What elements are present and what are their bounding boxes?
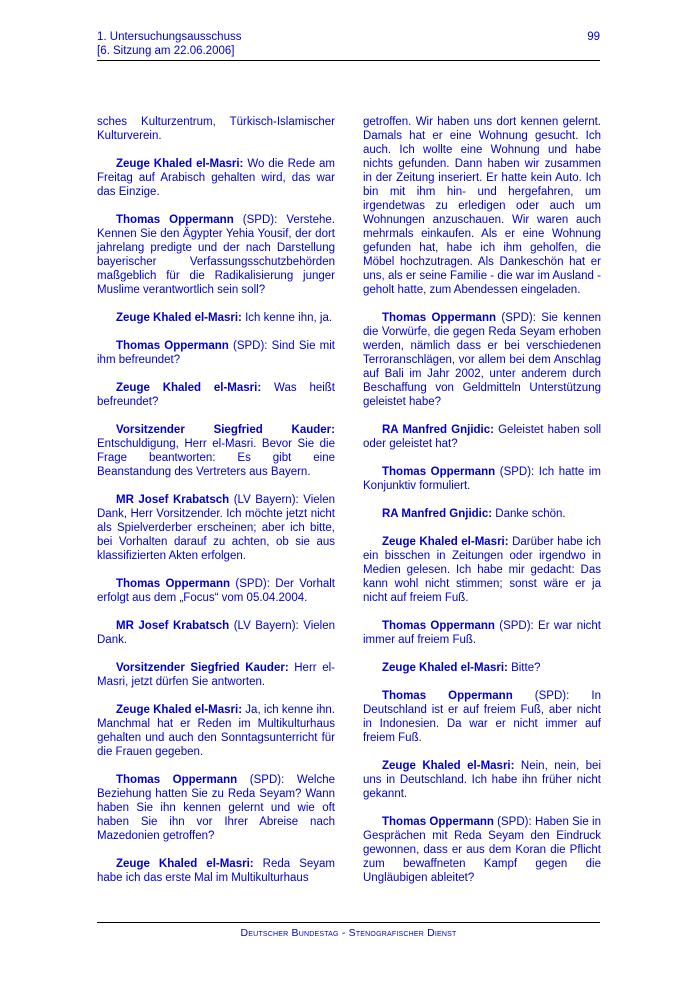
- speaker-name: Thomas Oppermann: [116, 774, 238, 786]
- speaker-name: Thomas Oppermann: [116, 340, 229, 352]
- committee-title: 1. Untersuchungsausschuss: [97, 31, 242, 43]
- transcript-paragraph: [97, 493, 335, 563]
- transcript-paragraph: [97, 773, 335, 843]
- statement-text: Wo die Rede am Freitag auf Arabisch gehalten wird, das war das Einzige.: [97, 158, 336, 198]
- transcript-paragraph: [363, 535, 601, 605]
- statement-text: Ja, ich kenne ihn. Manchmal hat er Reden im Multikulturhaus gehalten und auch den Sonntagsunterricht für die Frauen gegeben.: [97, 704, 335, 758]
- transcript-paragraph: [97, 115, 335, 143]
- speaker-name: Vorsitzender Siegfried Kauder:: [116, 424, 335, 436]
- speaker-name: Thomas Oppermann: [382, 466, 496, 478]
- statement-text: Ich kenne ihn, ja.: [241, 312, 333, 324]
- statement-text: Darüber habe ich ein bisschen in Zeitungen oder irgendwo in Medien gelesen. Ich habe mir gedacht: Das kann wohl nicht stimmen; sonst wäre er ja nicht auf freiem Fuß.: [363, 536, 602, 604]
- speaker-name: Thomas Oppermann: [116, 214, 234, 226]
- left-column: [97, 115, 335, 899]
- statement-text: Bitte?: [507, 662, 541, 674]
- transcript-paragraph: [363, 689, 601, 745]
- transcript-paragraph: [363, 759, 601, 801]
- speaker-name: Zeuge Khaled el-Masri:: [116, 704, 243, 716]
- page-number: 99: [587, 31, 600, 43]
- statement-text: Danke schön.: [492, 508, 566, 520]
- statement-text: (SPD): Der Vorhalt erfolgt aus dem „Focus“ vom 05.04.2004.: [97, 578, 335, 604]
- speaker-name: Zeuge Khaled el-Masri:: [382, 662, 508, 674]
- page-footer: Deutscher Bundestag - Stenografischer Dienst: [97, 922, 600, 940]
- transcript-paragraph: [97, 311, 335, 325]
- right-column: [363, 115, 601, 899]
- statement-text: Nein, nein, bei uns in Deutschland. Ich habe ihn früher nicht gekannt.: [363, 760, 602, 800]
- transcript-paragraph: [363, 311, 601, 409]
- speaker-name: Zeuge Khaled el-Masri:: [382, 536, 509, 548]
- statement-text: (SPD): Sind Sie mit ihm befreundet?: [97, 340, 335, 366]
- speaker-name: Thomas Oppermann: [382, 816, 494, 828]
- speaker-name: Zeuge Khaled el-Masri:: [116, 858, 254, 870]
- statement-text: (SPD): Sie kennen die Vorwürfe, die gegen Reda Seyam erhoben werden, nämlich dass er bei verschiedenen Terroranschlägen, vor allem bei dem Anschlag auf Bali im Jahr 2002, unter anderem durch Beschaffung von Geldmitteln Unterstützung geleistet habe?: [363, 312, 602, 408]
- transcript-paragraph: [97, 703, 335, 759]
- statement-text: Entschuldigung, Herr el-Masri. Bevor Sie die Frage beantworten: Es gibt eine Beanstandung des Vertreters aus Bayern.: [97, 438, 335, 478]
- transcript-paragraph: [97, 423, 335, 479]
- speaker-name: Zeuge Khaled el-Masri:: [116, 158, 244, 170]
- statement-text: (LV Bayern): Vielen Dank.: [97, 620, 335, 646]
- statement-text: (SPD): Welche Beziehung hatten Sie zu Reda Seyam? Wann haben Sie ihn kennen gelernt und wie oft haben Sie ihn vor Ihrer Abreise nach Mazedonien getroffen?: [97, 774, 335, 842]
- page-header: [97, 30, 600, 61]
- statement-text: Geleistet haben soll oder geleistet hat?: [363, 424, 601, 450]
- speaker-name: Zeuge Khaled el-Masri:: [382, 760, 515, 772]
- transcript-paragraph: [97, 857, 335, 885]
- transcript-paragraph: [97, 577, 335, 605]
- statement-text: Herr el-Masri, jetzt dürfen Sie antworten.: [97, 662, 335, 688]
- speaker-name: Zeuge Khaled el-Masri:: [116, 312, 242, 324]
- speaker-name: Zeuge Khaled el-Masri:: [116, 382, 262, 394]
- speaker-name: MR Josef Krabatsch: [116, 494, 230, 506]
- statement-text: (SPD): Haben Sie in Gesprächen mit Reda Seyam den Eindruck gewonnen, dass er aus dem Koran die Pflicht zum bewaffneten Kampf gegen die Ungläubigen ableitet?: [363, 816, 601, 884]
- speaker-name: RA Manfred Gnjidic:: [382, 424, 494, 436]
- speaker-name: MR Josef Krabatsch: [116, 620, 230, 632]
- statement-text: (SPD): Er war nicht immer auf freiem Fuß.: [363, 620, 601, 646]
- statement-text: sches Kulturzentrum, Türkisch-Islamischer Kulturverein.: [97, 116, 335, 142]
- transcript-paragraph: [363, 661, 601, 675]
- transcript-paragraph: [97, 661, 335, 689]
- speaker-name: Thomas Oppermann: [116, 578, 231, 590]
- statement-text: (SPD): Verstehe. Kennen Sie den Ägypter Yehia Yousif, der dort jahrelang predigte und der nach Darstellung bayerischer Verfassungsschutzbehörden maßgeblich für die Radikalisierung junger Muslime verantwortlich sein soll?: [97, 214, 335, 296]
- transcript-paragraph: [363, 115, 601, 297]
- speaker-name: Thomas Oppermann: [382, 690, 513, 702]
- statement-text: (SPD): In Deutschland ist er auf freiem Fuß, aber nicht in Indonesien. Da war er nicht immer auf freiem Fuß.: [363, 690, 601, 744]
- statement-text: Reda Seyam habe ich das erste Mal im Multikulturhaus: [97, 858, 335, 884]
- transcript-paragraph: [363, 619, 601, 647]
- speaker-name: Vorsitzender Siegfried Kauder:: [116, 662, 289, 674]
- speaker-name: Thomas Oppermann: [382, 312, 497, 324]
- transcript-paragraph: [97, 619, 335, 647]
- transcript-paragraph: [97, 339, 335, 367]
- transcript-paragraph: [363, 507, 601, 521]
- transcript-body: [97, 115, 600, 915]
- transcript-paragraph: [97, 157, 335, 199]
- transcript-paragraph: [363, 423, 601, 451]
- speaker-name: Thomas Oppermann: [382, 620, 495, 632]
- statement-text: (SPD): Ich hatte im Konjunktiv formuliert.: [363, 466, 601, 492]
- statement-text: (LV Bayern): Vielen Dank, Herr Vorsitzender. Ich möchte jetzt nicht als Spielverderber erscheinen; aber ich bitte, bei Vorhalten darauf zu achten, ob sie aus klassifizierten Akten erfolgen.: [97, 494, 335, 562]
- transcript-paragraph: [363, 465, 601, 493]
- statement-text: Was heißt befreundet?: [97, 382, 336, 408]
- transcript-paragraph: [363, 815, 601, 885]
- statement-text: getroffen. Wir haben uns dort kennen gelernt. Damals hat er eine Wohnung gesucht. Ich auch. Ich wollte eine Wohnung und habe nichts gefunden. Dann haben wir zusammen in der Zeitung inseriert. Er hatte kein Auto. Ich bin mit ihm hin- und hergefahren, um irgendetwas zu erledigen oder auch um Wohnungen anzuschauen. Wir waren auch mehrmals einkaufen. Als er eine Wohnung gefunden hat, habe ich ihm geholfen, die Möbel hochzutragen. Als Dankeschön hat er uns, als er seine Familie - die war im Ausland - geholt hatte, zum Abendessen eingeladen.: [363, 116, 601, 296]
- session-info: [6. Sitzung am 22.06.2006]: [97, 45, 235, 57]
- header-title-block: [97, 30, 241, 58]
- transcript-paragraph: [97, 213, 335, 297]
- transcript-paragraph: [97, 381, 335, 409]
- speaker-name: RA Manfred Gnjidic:: [382, 508, 493, 520]
